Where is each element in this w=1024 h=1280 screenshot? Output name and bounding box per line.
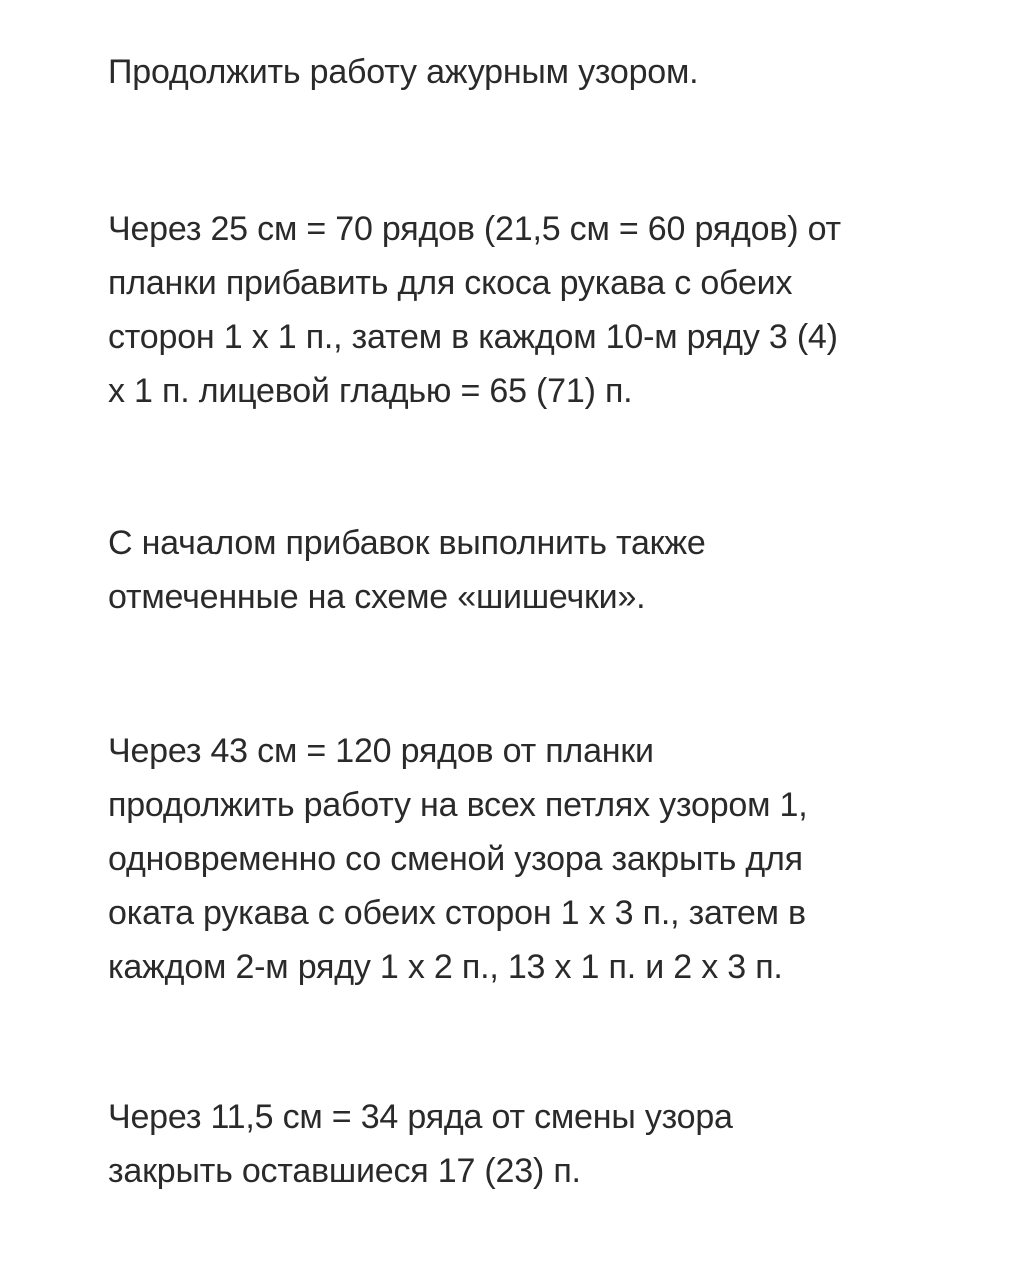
text-line: каждом 2-м ряду 1 х 2 п., 13 х 1 п. и 2 х 3 п. bbox=[108, 948, 783, 986]
text-line: отмеченные на схеме «шишечки». bbox=[108, 578, 646, 616]
text-line: С началом прибавок выполнить также bbox=[108, 524, 706, 562]
paragraph-continue-openwork bbox=[108, 45, 948, 99]
text-line: Продолжить работу ажурным узором. bbox=[108, 53, 699, 91]
text-line: х 1 п. лицевой гладью = 65 (71) п. bbox=[108, 372, 633, 410]
paragraph-sleeve-cap bbox=[108, 724, 948, 994]
paragraph-bobbles bbox=[108, 516, 948, 624]
paragraph-sleeve-increases bbox=[108, 202, 948, 418]
text-line: оката рукава с обеих сторон 1 х 3 п., затем в bbox=[108, 894, 806, 932]
text-line: Через 11,5 см = 34 ряда от смены узора bbox=[108, 1098, 733, 1136]
text-line: продолжить работу на всех петлях узором 1, bbox=[108, 786, 808, 824]
paragraph-bind-off bbox=[108, 1090, 948, 1198]
text-line: сторон 1 х 1 п., затем в каждом 10-м ряду 3 (4) bbox=[108, 318, 838, 356]
text-line: одновременно со сменой узора закрыть для bbox=[108, 840, 803, 878]
text-line: Через 25 см = 70 рядов (21,5 см = 60 рядов) от bbox=[108, 210, 841, 248]
text-line: планки прибавить для скоса рукава с обеих bbox=[108, 264, 793, 302]
text-line: закрыть оставшиеся 17 (23) п. bbox=[108, 1152, 581, 1190]
text-line: Через 43 см = 120 рядов от планки bbox=[108, 732, 654, 770]
